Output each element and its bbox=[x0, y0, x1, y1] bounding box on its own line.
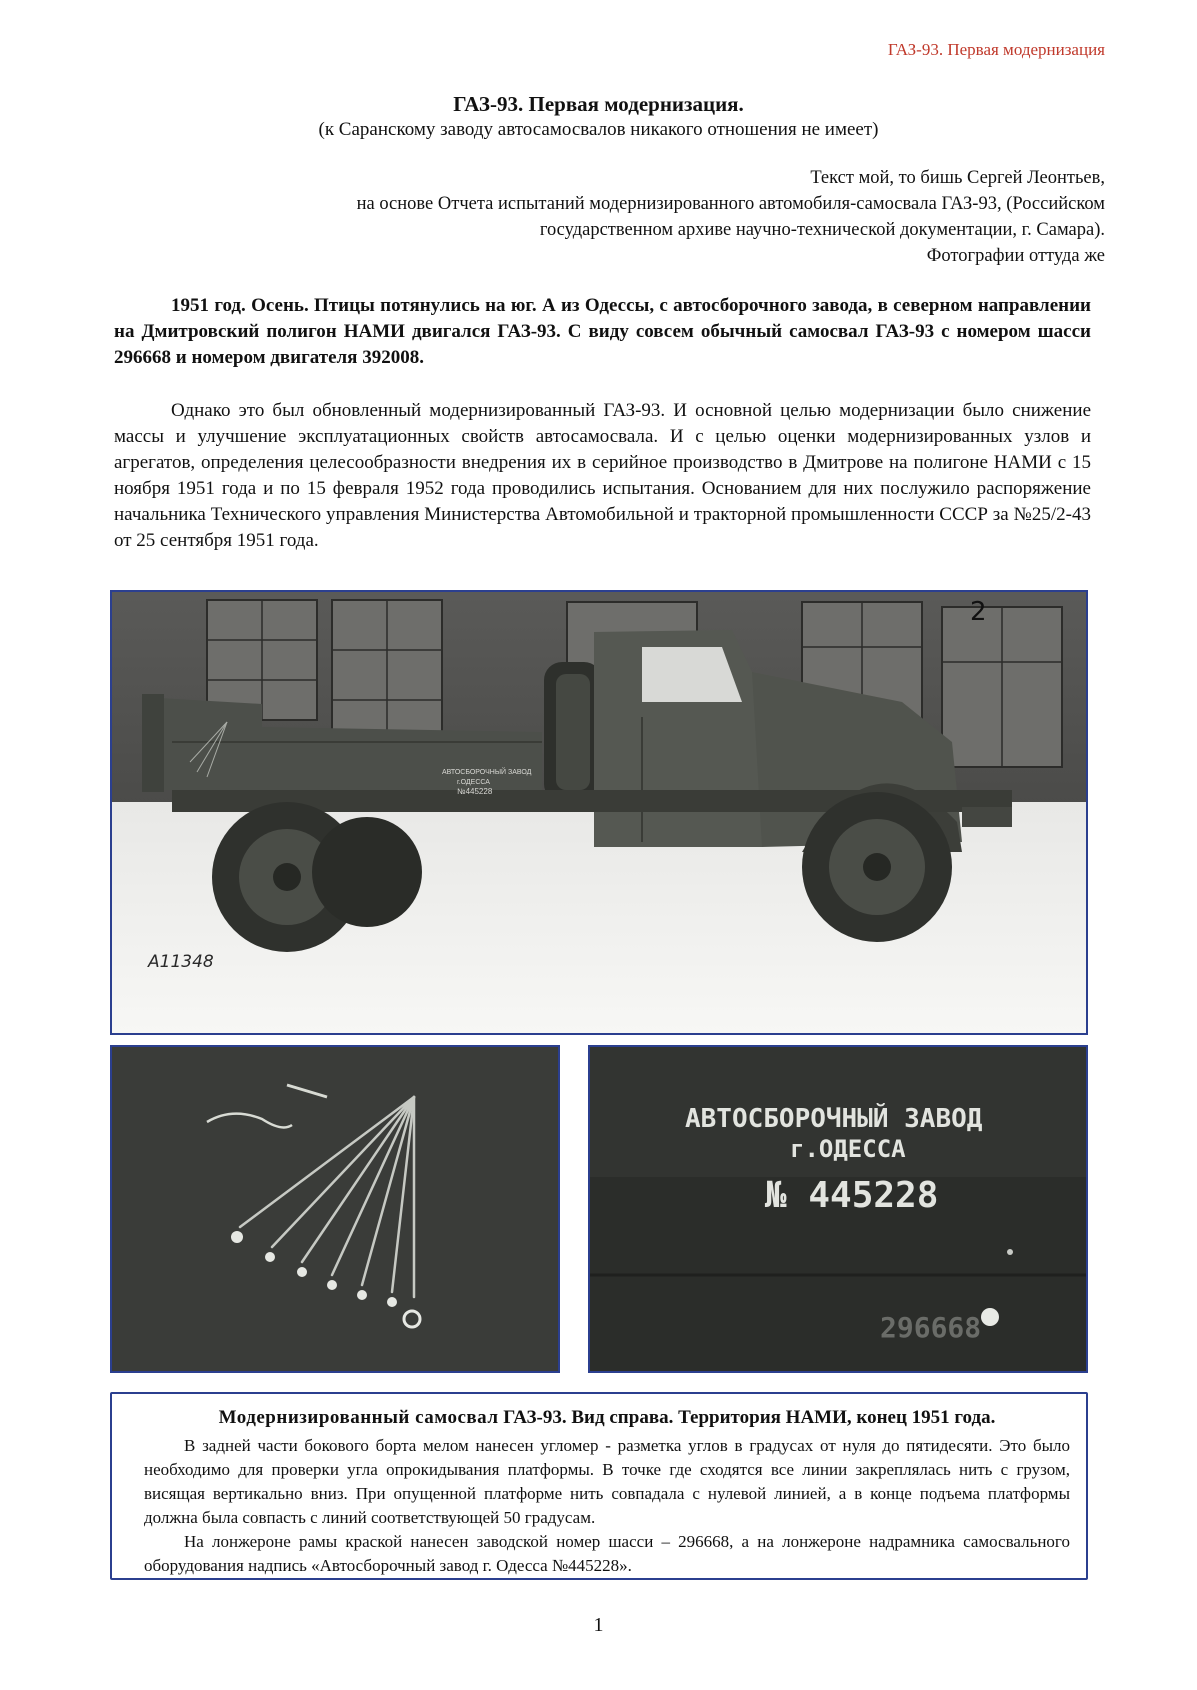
frame-plate-line: №445228 bbox=[457, 787, 493, 796]
plate-line-1: АВТОСБОРОЧНЫЙ ЗАВОД bbox=[685, 1104, 983, 1134]
plate-line-2: г.ОДЕССА bbox=[790, 1135, 906, 1163]
credits-line: Текст мой, то бишь Сергей Леонтьев, bbox=[810, 168, 1105, 188]
frame-plate-line: г.ОДЕССА bbox=[457, 779, 490, 786]
protractor-detail-photo bbox=[110, 1045, 560, 1373]
caption-paragraph: На лонжероне рамы краской нанесен заводской номер шасси – 296668, а на лонжероне надрамника самосвального оборудования надпись «Автосборочный завод г. Одесса №445228». bbox=[144, 1532, 1070, 1575]
lead-paragraph: 1951 год. Осень. Птицы потянулись на юг. А из Одессы, с автосборочного завода, в северном направлении на Дмитровский полигон НАМИ двигался ГАЗ-93. С виду совсем обычный самосвал ГАЗ-93 с номером шасси 296668 и номером двигателя 392008. bbox=[114, 295, 1091, 368]
author-credits bbox=[145, 165, 1105, 269]
plate-line-3: № 445228 bbox=[765, 1175, 939, 1216]
caption-title bbox=[144, 1406, 1070, 1430]
credits-line: на основе Отчета испытаний модернизированного автомобиля-самосвала ГАЗ-93, (Российском bbox=[356, 194, 1105, 214]
truck-side-photo bbox=[110, 590, 1088, 1035]
page-subtitle: (к Саранскому заводу автосамосвалов никакого отношения не имеет) bbox=[318, 119, 879, 140]
corner-mark: 2 bbox=[970, 597, 987, 627]
frame-plate-detail-photo bbox=[588, 1045, 1088, 1373]
caption-paragraph: В задней части бокового борта мелом нанесен угломер - разметка углов в градусах от нуля до пятидесяти. Это было необходимо для проверки угла опрокидывания платформы. В точке где сходятся все линии закреплялась нить с грузом, висящая вертикально вниз. При опущенной платформе нить совпадала с нулевой линией, а в конце подъема платформы должна была совпасть с линий соответствующей 50 градусам. bbox=[144, 1436, 1070, 1527]
caption-title-lead: Модернизированный самосвал bbox=[218, 1407, 499, 1428]
caption-title-rest: ГАЗ-93. Вид справа. Территория НАМИ, конец 1951 года. bbox=[503, 1407, 996, 1428]
plate-faint-number: 296668 bbox=[880, 1311, 982, 1344]
body-paragraph: Однако это был обновленный модернизированный ГАЗ-93. И основной целью модернизации было снижение массы и улучшение эксплуатационных свойств автосамосвала. И с целью оценки модернизированных узлов и агрегатов, определения целесообразности внедрения их в серийное производство в Дмитрове на полигоне НАМИ с 15 ноября 1951 года и по 15 февраля 1952 года проводились испытания. Основанием для них послужило распоряжение начальника Технического управления Министерства Автомобильной и тракторной промышленности СССР за №25/2-43 от 25 сентября 1951 года. bbox=[114, 400, 1091, 551]
credits-line: государственном архиве научно-технической документации, г. Самара). bbox=[539, 220, 1105, 240]
negative-number: А11348 bbox=[148, 952, 214, 972]
credits-line: Фотографии оттуда же bbox=[926, 246, 1105, 266]
running-header: ГАЗ-93. Первая модернизация bbox=[887, 40, 1105, 59]
page-title: ГАЗ-93. Первая модернизация. bbox=[453, 92, 744, 116]
page-number: 1 bbox=[593, 1614, 604, 1636]
frame-plate-line: АВТОСБОРОЧНЫЙ ЗАВОД bbox=[442, 769, 532, 776]
photo-caption bbox=[110, 1392, 1088, 1580]
